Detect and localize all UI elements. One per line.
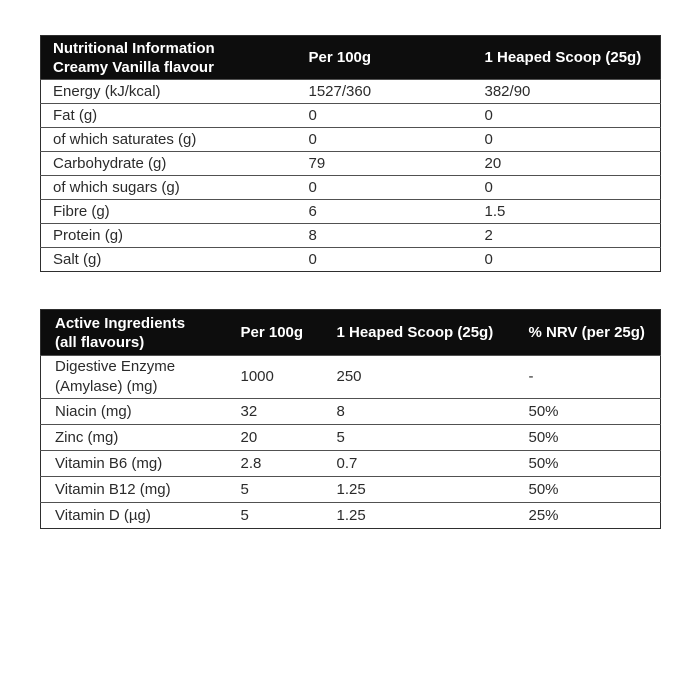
table-row <box>41 104 661 128</box>
table-row <box>41 200 661 224</box>
nrv-cell: 50% <box>515 425 661 451</box>
header-row <box>41 36 661 80</box>
nrv-cell: 50% <box>515 477 661 503</box>
table-title-line1: Nutritional Information <box>53 39 215 57</box>
per-100g-cell: 32 <box>227 399 323 425</box>
nrv-cell: 50% <box>515 399 661 425</box>
table-row <box>41 80 661 104</box>
table-row <box>41 451 661 477</box>
active-ingredients-header <box>41 310 661 356</box>
table-row <box>41 152 661 176</box>
scoop-cell: 0 <box>473 248 661 272</box>
nrv-cell: 25% <box>515 503 661 529</box>
per-100g-cell: 0 <box>297 248 473 272</box>
column-header-per-100g: Per 100g <box>227 310 323 356</box>
table-title <box>41 310 227 356</box>
ingredient-label-cell: Vitamin B6 (mg) <box>41 451 227 477</box>
ingredient-label-cell: Niacin (mg) <box>41 399 227 425</box>
nutrient-label-cell: Fibre (g) <box>41 200 297 224</box>
column-header-nrv: % NRV (per 25g) <box>515 310 661 356</box>
table-title-line2: (all flavours) <box>55 333 145 351</box>
nutritional-information-table <box>40 35 661 272</box>
nutrient-label-cell: Fat (g) <box>41 104 297 128</box>
table-row <box>41 176 661 200</box>
active-ingredients-table <box>40 309 661 529</box>
per-100g-cell: 5 <box>227 477 323 503</box>
ingredient-label-cell: Zinc (mg) <box>41 425 227 451</box>
table-row <box>41 248 661 272</box>
nutritional-information-body <box>41 80 661 272</box>
scoop-cell: 0 <box>473 128 661 152</box>
scoop-cell: 0 <box>473 176 661 200</box>
column-header-scoop: 1 Heaped Scoop (25g) <box>473 36 661 80</box>
per-100g-cell: 6 <box>297 200 473 224</box>
table-row <box>41 503 661 529</box>
scoop-cell: 382/90 <box>473 80 661 104</box>
scoop-cell: 1.25 <box>323 477 515 503</box>
scoop-cell: 0.7 <box>323 451 515 477</box>
nrv-cell: 50% <box>515 451 661 477</box>
table-row <box>41 356 661 399</box>
per-100g-cell: 0 <box>297 104 473 128</box>
per-100g-cell: 8 <box>297 224 473 248</box>
scoop-cell: 20 <box>473 152 661 176</box>
column-header-per-100g: Per 100g <box>297 36 473 80</box>
scoop-cell: 0 <box>473 104 661 128</box>
scoop-cell: 5 <box>323 425 515 451</box>
table-row <box>41 224 661 248</box>
nutrient-label-cell: of which sugars (g) <box>41 176 297 200</box>
table-row <box>41 477 661 503</box>
nutrient-label-cell: Salt (g) <box>41 248 297 272</box>
per-100g-cell: 20 <box>227 425 323 451</box>
scoop-cell: 2 <box>473 224 661 248</box>
scoop-cell: 1.25 <box>323 503 515 529</box>
scoop-cell: 1.5 <box>473 200 661 224</box>
per-100g-cell: 5 <box>227 503 323 529</box>
table-row <box>41 425 661 451</box>
nutrient-label-cell: Protein (g) <box>41 224 297 248</box>
per-100g-cell: 2.8 <box>227 451 323 477</box>
nutrient-label-cell: Energy (kJ/kcal) <box>41 80 297 104</box>
ingredient-label-cell: Vitamin B12 (mg) <box>41 477 227 503</box>
scoop-cell: 250 <box>323 356 515 399</box>
nutrient-label-cell: of which saturates (g) <box>41 128 297 152</box>
nrv-cell: - <box>515 356 661 399</box>
header-row <box>41 310 661 356</box>
per-100g-cell: 0 <box>297 128 473 152</box>
table-title-line1: Active Ingredients <box>55 314 186 332</box>
table-row <box>41 128 661 152</box>
nutrient-label-cell: Carbohydrate (g) <box>41 152 297 176</box>
nutritional-information-header <box>41 36 661 80</box>
ingredient-label-cell: Vitamin D (µg) <box>41 503 227 529</box>
column-header-scoop: 1 Heaped Scoop (25g) <box>323 310 515 356</box>
per-100g-cell: 1527/360 <box>297 80 473 104</box>
per-100g-cell: 79 <box>297 152 473 176</box>
per-100g-cell: 0 <box>297 176 473 200</box>
ingredient-label-cell: Digestive Enzyme (Amylase) (mg) <box>41 356 227 399</box>
table-row <box>41 399 661 425</box>
table-title <box>41 36 297 80</box>
scoop-cell: 8 <box>323 399 515 425</box>
per-100g-cell: 1000 <box>227 356 323 399</box>
table-title-line2: Creamy Vanilla flavour <box>53 58 214 76</box>
active-ingredients-body <box>41 356 661 529</box>
